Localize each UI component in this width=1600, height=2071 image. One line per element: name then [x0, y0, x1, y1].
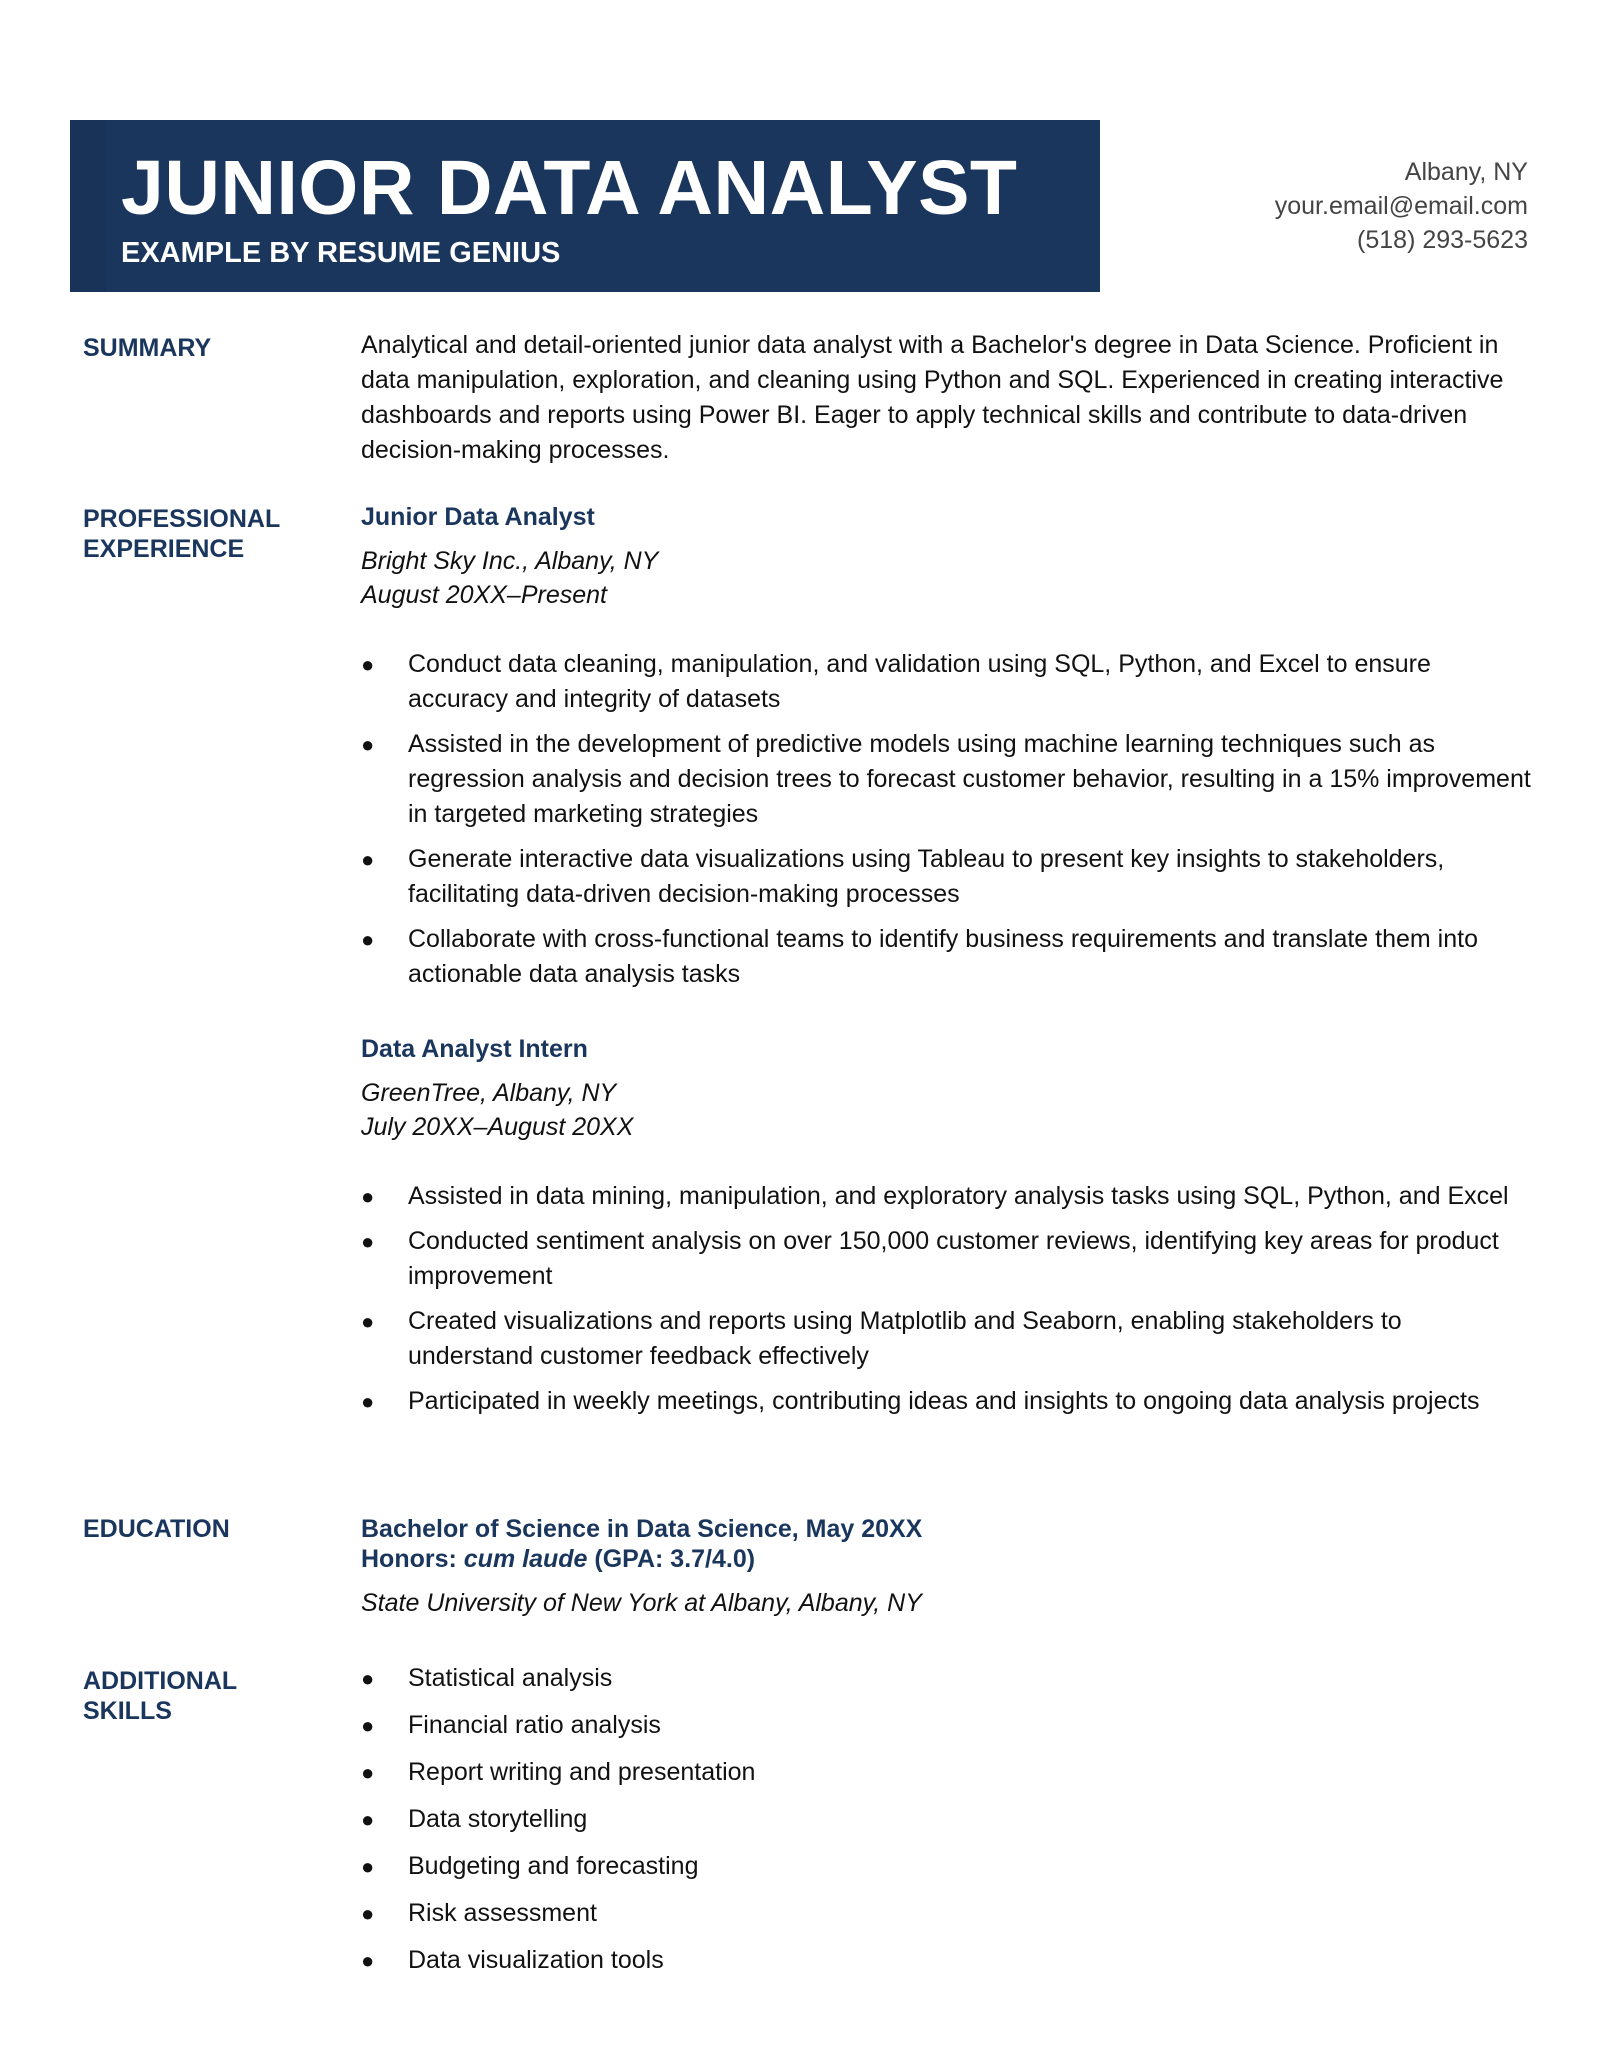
experience-label-line2: EXPERIENCE [83, 535, 245, 563]
list-item: ● Budgeting and forecasting [361, 1849, 1531, 1884]
list-item: ● Data storytelling [361, 1802, 1531, 1837]
education-honors: Honors: cum laude (GPA: 3.7/4.0) [361, 1545, 756, 1573]
skills-label-line1: ADDITIONAL [83, 1667, 238, 1695]
skills-label [83, 1666, 343, 1726]
list-item: ● Risk assessment [361, 1896, 1531, 1931]
experience-label-line1: PROFESSIONAL [83, 505, 281, 533]
job-dates: August 20XX–Present [361, 581, 607, 609]
education-label: EDUCATION [83, 1515, 230, 1543]
summary-label: SUMMARY [83, 334, 212, 362]
education-entry [361, 1514, 1531, 1620]
resume-title: JUNIOR DATA ANALYST [121, 145, 1018, 231]
contact-phone: (518) 293-5623 [1357, 226, 1528, 254]
skills-label-line2: SKILLS [83, 1697, 172, 1725]
list-item: ● Data visualization tools [361, 1943, 1531, 1978]
job-title: Data Analyst Intern [361, 1035, 588, 1063]
list-item: ● Financial ratio analysis [361, 1708, 1531, 1743]
header-band-edge [70, 120, 106, 292]
bullet-icon: ● [361, 1229, 375, 1254]
job-company: Bright Sky Inc., Albany, NY [361, 547, 659, 575]
list-item: ● Conducted sentiment analysis on over 150,000 customer reviews, identifying key areas for product improvement [361, 1224, 1531, 1294]
education-degree: Bachelor of Science in Data Science, May 20XX [361, 1515, 923, 1543]
skills-list-container [361, 1661, 1531, 1990]
list-item: ● Generate interactive data visualizations using Tableau to present key insights to stakeholders, facilitating data-driven decision-making processes [361, 842, 1531, 912]
bullet-icon: ● [361, 732, 375, 757]
job-title: Junior Data Analyst [361, 503, 595, 531]
list-item: ● Created visualizations and reports using Matplotlib and Seaborn, enabling stakeholders to understand customer feedback effectively [361, 1304, 1531, 1374]
bullet-icon: ● [361, 927, 375, 952]
header-band [70, 120, 1100, 292]
resume-subtitle: EXAMPLE BY RESUME GENIUS [121, 237, 561, 269]
list-item: ● Participated in weekly meetings, contributing ideas and insights to ongoing data analysis projects [361, 1384, 1531, 1419]
list-item: ● Statistical analysis [361, 1661, 1531, 1696]
education-school: State University of New York at Albany, Albany, NY [361, 1589, 922, 1617]
list-item: ● Collaborate with cross-functional teams to identify business requirements and translate them into actionable data analysis tasks [361, 922, 1531, 992]
list-item: ● Assisted in the development of predictive models using machine learning techniques such as regression analysis and decision trees to forecast customer behavior, resulting in a 15% improvement in targeted marketing strategies [361, 727, 1531, 832]
bullet-icon: ● [361, 1666, 375, 1691]
experience-label [83, 504, 343, 564]
job-company: GreenTree, Albany, NY [361, 1079, 617, 1107]
job-1 [361, 502, 1531, 1002]
bullet-icon: ● [361, 652, 375, 677]
bullet-icon: ● [361, 1713, 375, 1738]
skills-list [361, 1661, 1531, 1978]
contact-location: Albany, NY [1404, 158, 1528, 186]
job-dates: July 20XX–August 20XX [361, 1113, 634, 1141]
job-bullet-list [361, 647, 1531, 992]
list-item: ● Report writing and presentation [361, 1755, 1531, 1790]
contact-block [1275, 155, 1528, 257]
job-2 [361, 1034, 1531, 1429]
job-bullet-list [361, 1179, 1531, 1419]
bullet-icon: ● [361, 847, 375, 872]
bullet-icon: ● [361, 1901, 375, 1926]
list-item: ● Conduct data cleaning, manipulation, and validation using SQL, Python, and Excel to ensure accuracy and integrity of datasets [361, 647, 1531, 717]
bullet-icon: ● [361, 1309, 375, 1334]
bullet-icon: ● [361, 1807, 375, 1832]
bullet-icon: ● [361, 1389, 375, 1414]
bullet-icon: ● [361, 1854, 375, 1879]
summary-text: Analytical and detail-oriented junior data analyst with a Bachelor's degree in Data Science. Proficient in data manipulation, exploration, and cleaning using Python and SQL. Experienced in creating interactive dashboards and reports using Power BI. Eager to apply technical skills and contribute to data-driven decision-making processes. [361, 331, 1504, 464]
bullet-icon: ● [361, 1760, 375, 1785]
contact-email[interactable]: your.email@email.com [1274, 192, 1528, 220]
bullet-icon: ● [361, 1184, 375, 1209]
list-item: ● Assisted in data mining, manipulation, and exploratory analysis tasks using SQL, Python, and Excel [361, 1179, 1531, 1214]
bullet-icon: ● [361, 1948, 375, 1973]
